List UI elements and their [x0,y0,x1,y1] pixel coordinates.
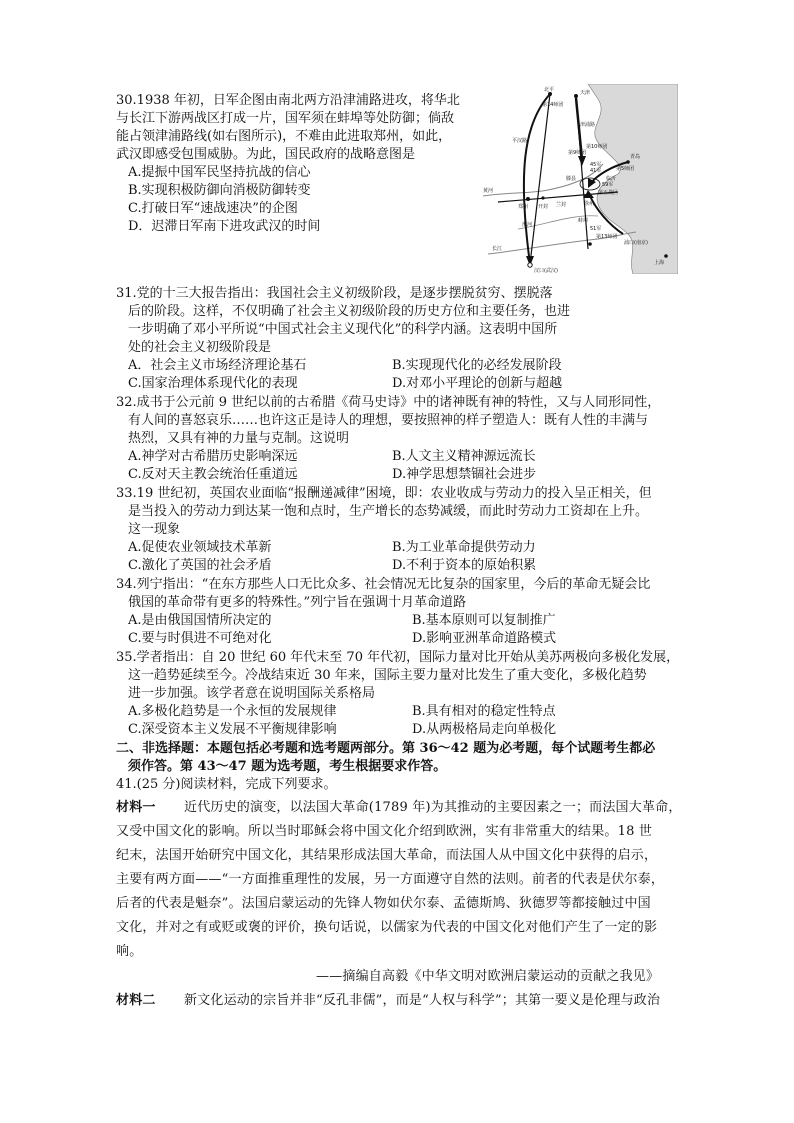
map-label: 临沂 [606,176,617,182]
q35-option-a: A.多极化趋势是一个永恒的发展规律 [128,704,337,719]
map-label: 滕县 [566,176,577,182]
map-label: 青岛 [630,154,641,160]
map-label: 上海 [654,260,665,266]
material-1-line: 主要有两方面——“一方面推重理性的发展，另一方面遵守自然的法则。前者的代表是伏尔泰， [116,872,665,887]
q33-stem-line: 是当投入的劳动力到达某一饱和点时，生产增长的态势减缓，而此时劳动力工资却在上升。 [128,504,649,519]
q31-option-b: B.实现现代化的必经发展阶段 [392,358,562,373]
q32-stem-line: 热烈，又具有神的力量与克制。这说明 [128,431,350,446]
q33-stem-line: 这一现象 [128,522,181,537]
material-1-source: ——摘编自高毅《中华文明对欧洲启蒙运动的贡献之我见》 [316,969,660,984]
section-heading-line: 须作答。第 43～47 题为选考题，考生根据要求作答。 [128,759,447,774]
q41-header: 41.(25 分)阅读材料，完成下列要求。 [116,777,337,792]
material-1-line: 后者的代表是魁奈”。法国启蒙运动的先锋人物如伏尔泰、孟德斯鸠、狄德罗等都接触过中国 [116,896,651,911]
q30-option-d: D．迟滞日军南下进攻武汉的时间 [128,219,321,234]
city-dot [664,254,668,258]
q32-option-b: B.人文主义精神源远流长 [392,449,536,464]
material-1-line: 又受中国文化的影响。所以当时耶稣会将中国文化介绍到欧洲，实有非常重大的结果。18 世 [116,824,653,839]
material-2-label: 材料二 [116,993,156,1008]
map-label: 北平 [544,87,555,93]
q31-stem-line: 31.党的十三大报告指出：我国社会主义初级阶段，是逐步摆脱贫穷、摆脱落 [116,286,553,301]
q35-stem-line: 进一步加强。该学者意在说明国际关系格局 [128,686,376,701]
map-label: 第13师团 [596,234,618,240]
q31-stem-line: 一步明确了邓小平所说“中国式社会主义现代化”的科学内涵。这表明中国所 [128,322,558,337]
map-label: 第14师团 [542,102,564,108]
material-1-line: 文化，并对之有或贬或褒的评价，换句话说，以儒家为代表的中国文化对他们产生了一定的影 [116,920,658,935]
q33-stem-line: 33.19 世纪初，英国农业面临“报酬递减律”困境，即：农业收成与劳动力的投入呈正相关，但 [116,486,652,501]
material-1-line: 纪末，法国开始研究中国文化，其结果形成法国大革命，而法国人从中国文化中获得的启示， [116,848,658,863]
map-label: 第五战区 [598,190,619,196]
q34-option-d: D.影响亚洲革命道路模式 [412,631,557,646]
q33-option-d: D.不利于资本的原始积累 [392,558,537,573]
q33-option-c: C.激化了英国的社会矛盾 [128,558,272,573]
jinpu-railway-map [478,84,678,274]
q30-stem-line: 30.1938 年初，日军企图由南北两方沿津浦路进攻，将华北 [116,93,460,108]
q31-option-d: D.对邓小平理论的创新与超越 [392,376,563,391]
city-dot [528,263,532,267]
material-1-line: 近代历史的演变，以法国大革命(1789 年)为其推动的主要因素之一；而法国大革命， [184,800,682,815]
q30-stem-line: 能占领津浦路线(如右图所示)，不难由此进取郑州，如此， [116,129,452,144]
map-label: 51军 [590,226,602,232]
map-label: 第9师团 [568,150,587,156]
material-2-line: 新文化运动的宗旨并非“反孔非儒”，而是“人权与科学”；其第一要义是伦理与政治 [184,993,661,1008]
q32-stem-line: 32.成书于公元前 9 世纪以前的古希腊《荷马史诗》中的诸神既有神的特性，又与人同形同性， [116,395,661,410]
map-label: 黄河 [483,188,494,194]
material-1-label: 材料一 [116,800,156,815]
city-dot [574,94,578,98]
map-label: 第5师团 [616,166,635,172]
map-label: 兰封 [556,202,567,208]
section-heading-line: 二、非选择题：本题包括必考题和选考题两部分。第 36～42 题为必考题，每个试题考生都必 [116,741,656,756]
map-label: 蚌埠 [578,218,589,224]
q30-option-a: A.提振中国军民坚持抗战的信心 [128,165,311,180]
map-label: 长江 [492,246,503,252]
q35-option-b: B.具有相对的稳定性特点 [412,704,556,719]
q34-option-a: A.是由俄国国情所决定的 [128,613,272,628]
q31-option-a: A．社会主义市场经济理论基石 [128,358,307,373]
q35-stem-line: 35.学者指出：自 20 世纪 60 年代末至 70 年代初，国际力量对比开始从美苏两极向多极化发展， [116,650,680,665]
q35-option-d: D.从两极格局走向单极化 [412,722,557,737]
map-label: 平汉路 [512,138,528,144]
map-label: 天津 [580,90,591,96]
q35-stem-line: 这一趋势延续至今。冷战结束近 30 年来，国际主要力量对比发生了重大变化，多极化趋势 [128,668,647,683]
map-label: 郑州 [518,204,529,210]
q31-stem-line: 后的阶段。这样，不仅明确了社会主义初级阶段的历史方位和主要任务，也进 [128,304,571,319]
map-label: 汉口(武汉) [534,268,558,274]
q35-option-c: C.深受资本主义发展不平衡规律影响 [128,722,337,737]
city-dot [584,194,588,198]
material-1-line: 响。 [116,944,143,959]
q30-option-b: B.实现积极防御向消极防御转变 [128,183,311,198]
city-dot [588,242,592,246]
q34-option-c: C.要与时俱进不可绝对化 [128,631,272,646]
q33-option-b: B.为工业革命提供劳动力 [392,540,536,555]
q33-option-a: A.促使农业领域技术革新 [128,540,272,555]
map-label: 第10师团 [586,144,608,150]
q31-option-c: C.国家治理体系现代化的表现 [128,376,298,391]
q30-stem-line: 与长江下游两战区打成一片，国军须在蚌埠等处防御；倘敌 [116,111,455,126]
map-label: 浦口(南京) [624,240,648,246]
city-dot [541,196,544,199]
q32-stem-line: 有人间的喜怒哀乐……也许这正是诗人的理想，要按照神的样子塑造人：既有人性的丰满与 [128,413,649,428]
q31-stem-line: 处的社会主义初级阶段是 [128,340,272,355]
map-label: 开封 [538,204,549,210]
q34-option-b: B.基本原则可以复制推广 [412,613,556,628]
map-label: 津浦路 [580,122,596,128]
q32-option-c: C.反对天主教会统治任重道远 [128,467,298,482]
city-dot [526,197,530,201]
map-label: 徐州 [584,201,595,207]
q34-stem-line: 34.列宁指出：“在东方那些人口无比众多、社会情况无比复杂的国家里，今后的革命无疑会比 [116,577,651,592]
map-label: 41军 [590,168,602,174]
map-label: 淮河 [522,222,533,228]
map-label: 45军 [590,162,602,168]
city-dot [626,160,630,164]
q32-option-d: D.神学思想禁锢社会进步 [392,467,537,482]
q32-option-a: A.神学对古希腊历史影响深远 [128,449,298,464]
q30-option-c: C.打破日军“速战速决”的企图 [128,201,298,216]
q30-stem-line: 武汉即感受包围威胁。为此，国民政府的战略意图是 [116,147,416,162]
q34-stem-line: 俄国的革命带有更多的特殊性。”列宁旨在强调十月革命道路 [128,595,467,610]
map-label: 59军 [602,182,614,188]
